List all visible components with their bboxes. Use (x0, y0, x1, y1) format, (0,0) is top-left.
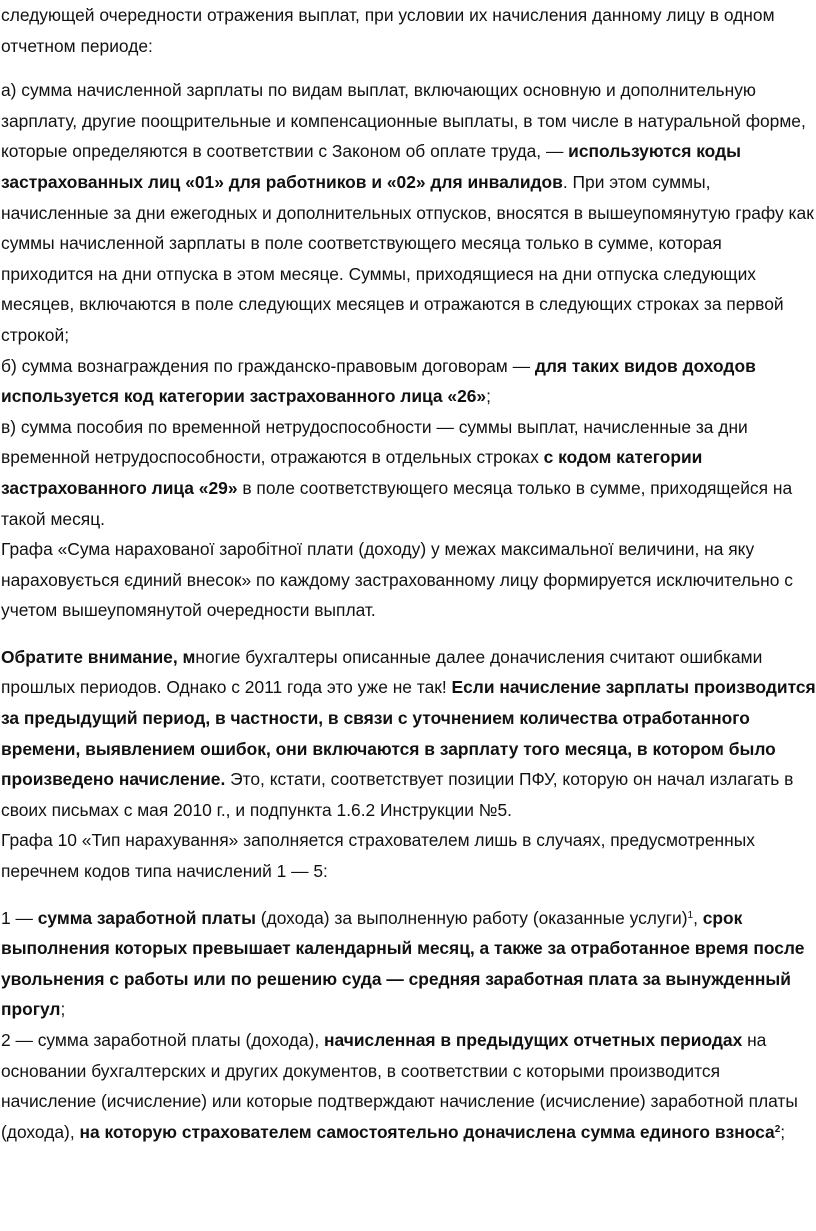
bold-text: Если начисление зарплаты производится за предыдущий период, в частности, в связи с уточнением количества отработанного времени, выявлением ошибок, они включаются в зарплату того месяца, в котором было произведено начисление. (1, 677, 816, 790)
bold-text: для таких видов доходов используется код категории застрахованного лица «26» (1, 355, 756, 407)
paragraph-intro (1, 0, 816, 61)
bold-text: сумма заработной платы (37, 907, 256, 928)
paragraph-attention (1, 642, 816, 826)
paragraph-code-2 (1, 1025, 816, 1147)
text-run: Это, кстати, соответствует позиции ПФУ, которую он начал излагать в своих письмах с мая 2010 г., и подпункта 1.6.2 Инструкции №5. (1, 769, 794, 820)
text-run: Графа «Сума нарахованої заробітної плати (доходу) у межах максимальної величини, на яку нараховується єдиний внесок» по каждому застрахованному лицу формируется исключительно с учетом вышеупомянутой очередности выплат. (1, 539, 793, 621)
footnote-marker: 2 (774, 1123, 781, 1135)
text-run: 2 — сумма заработной платы (дохода), (1, 1030, 324, 1050)
footnote-marker: 1 (687, 909, 694, 921)
text-run: следующей очередности отражения выплат, при условии их начисления данному лицу в одном отчетном периоде: (1, 5, 775, 56)
paragraph-item-a (1, 75, 816, 350)
paragraph-item-b (1, 351, 816, 412)
paragraph-code-1 (1, 903, 816, 1025)
text-run: 1 — (1, 907, 38, 928)
bold-text: используются коды застрахованных лиц «01» для работников и «02» для инвалидов (1, 141, 741, 192)
text-run: . При этом суммы, начисленные за дни ежегодных и дополнительных отпусков, вносятся в вышеупомянутую графу как суммы начисленной зарплаты в поле соответствующего месяца только в сумме, которая приходится на дни отпуска в этом месяце. Суммы, приходящиеся на дни отпуска следующих месяцев, включаются в поле следующих месяцев и отражаются в следующих строках за первой строкой; (1, 171, 814, 345)
bold-text: Обратите внимание, м (1, 646, 196, 667)
bold-text: с кодом категории застрахованного лица «29» (1, 447, 703, 498)
text-run: б) сумма вознаграждения по гражданско-правовым договорам — (1, 355, 535, 376)
bold-text: срок выполнения которых превышает календарный месяц, а также за отработанное время после увольнения с работы или по решению суда — средняя заработная плата за вынужденный прогул (1, 907, 805, 1020)
text-run: в поле соответствующего месяца только в сумме, приходящейся на такой месяц. (1, 477, 793, 529)
text-run: ногие бухгалтеры описанные далее доначисления считают ошибками прошлых периодов. Однако с 2011 года это уже не так! (1, 646, 763, 698)
text-run: Графа 10 «Тип нарахування» заполняется страхователем лишь в случаях, предусмотренных перечнем кодов типа начислений 1 — 5: (1, 830, 755, 882)
paragraph-item-v (1, 412, 816, 534)
text-run: ; (486, 386, 491, 407)
text-run: а) сумма начисленной зарплаты по видам выплат, включающих основную и дополнительную зарплату, другие поощрительные и компенсационные выплаты, в том числе в натуральной форме, которые определяются в соответствии с Законом об оплате труда, — (1, 80, 806, 162)
text-run: на основании бухгалтерских и других документов, в соответствии с которыми производится начисление (исчисление) или которые подтверждают начисление (исчисление) заработной платы (дохода), (1, 1030, 798, 1142)
text-run: , (693, 907, 703, 928)
paragraph-column-10 (1, 825, 816, 886)
text-run: ; (780, 1121, 786, 1142)
bold-text: начисленная в предыдущих отчетных периодах (324, 1030, 743, 1050)
text-run: (дохода) за выполненную работу (оказанные услуги) (255, 907, 688, 928)
bold-text: на которую страхователем самостоятельно доначислена сумма единого взноса (79, 1121, 775, 1142)
text-run: ; (60, 999, 66, 1020)
text-run: в) сумма пособия по временной нетрудоспособности — суммы выплат, начисленные за дни временной нетрудоспособности, отражаются в отдельных строках (1, 416, 748, 468)
paragraph-column-note (1, 534, 816, 626)
